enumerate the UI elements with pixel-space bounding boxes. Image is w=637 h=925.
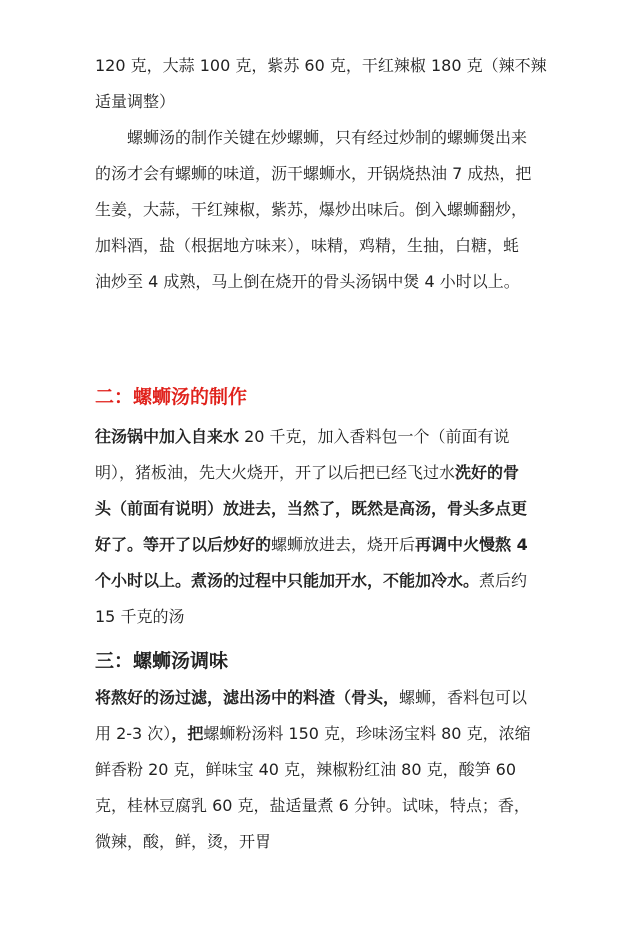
section-2-line-1-rest: 20 千克，加入香料包一个（前面有说 [239,427,510,446]
section-3-line-3: 鲜香粉 20 克，鲜味宝 40 克，辣椒粉红油 80 克，酸笋 60 [95,760,517,779]
section-2-line-5-normal: 煮后约 [479,571,528,590]
section-3-line-2-normal: 用 2-3 次） [95,724,172,743]
snail-paragraph-line-1: 螺蛳汤的制作关键在炒螺蛳，只有经过炒制的螺蛳煲出来 [127,128,528,147]
section-2-line-6: 15 千克的汤 [95,607,185,626]
intro-line-1: 120 克，大蒜 100 克，紫苏 60 克，干红辣椒 180 克（辣不辣 [95,56,547,75]
section-2-line-4-bold-2: 再调中火慢熬 4 [415,535,528,554]
section-3-line-1-normal: 螺蛳，香料包可以 [399,688,528,707]
section-2-line-4-bold: 好了。等开了以后炒好的 [95,535,272,554]
snail-paragraph-line-3: 生姜，大蒜，干红辣椒，紫苏，爆炒出味后。倒入螺蛳翻炒， [95,200,528,219]
section-2-line-2 [95,462,519,484]
section-3-line-2-rest: 螺蛳粉汤料 150 克，珍味汤宝料 80 克，浓缩 [203,724,531,743]
section-3-line-5: 微辣，酸，鲜，烫，开胃 [95,832,272,851]
section-3-line-1 [95,687,527,709]
section-2-line-5-bold: 个小时以上。煮汤的过程中只能加开水，不能加冷水。 [95,571,480,590]
snail-paragraph-line-5: 油炒至 4 成熟，马上倒在烧开的骨头汤锅中煲 4 小时以上。 [95,272,520,291]
section-2-line-5 [95,570,527,592]
section-2-line-2-normal: 明），猪板油，先大火烧开，开了以后把已经飞过水 [95,463,456,482]
snail-paragraph-line-2: 的汤才会有螺蛳的味道，沥干螺蛳水，开锅烧热油 7 成热，把 [95,164,532,183]
section-2-line-1 [95,426,510,448]
snail-paragraph-line-4: 加料酒，盐（根据地方味来），味精，鸡精，生抽，白糖，蚝 [95,236,520,255]
section-2-line-1-bold: 往汤锅中加入自来水 [95,427,240,446]
section-3-line-4: 克，桂林豆腐乳 60 克，盐适量煮 6 分钟。试味，特点；香， [95,796,530,815]
section-3-line-1-bold: 将熬好的汤过滤，滤出汤中的料渣（骨头， [95,688,400,707]
section-2-line-3: 头（前面有说明）放进去，当然了，既然是高汤，骨头多点更 [95,499,528,518]
intro-line-2: 适量调整） [95,92,176,111]
section-2-heading: 二：螺蛳汤的制作 [95,386,248,408]
section-2-line-4 [95,534,528,556]
section-2-line-2-bold: 洗好的骨 [455,463,520,482]
section-3-heading: 三：螺蛳汤调味 [95,650,229,672]
section-3-line-2-bold: ，把 [171,724,204,743]
section-3-line-2 [95,723,531,745]
section-2-line-4-normal: 螺蛳放进去，烧开后 [271,535,416,554]
